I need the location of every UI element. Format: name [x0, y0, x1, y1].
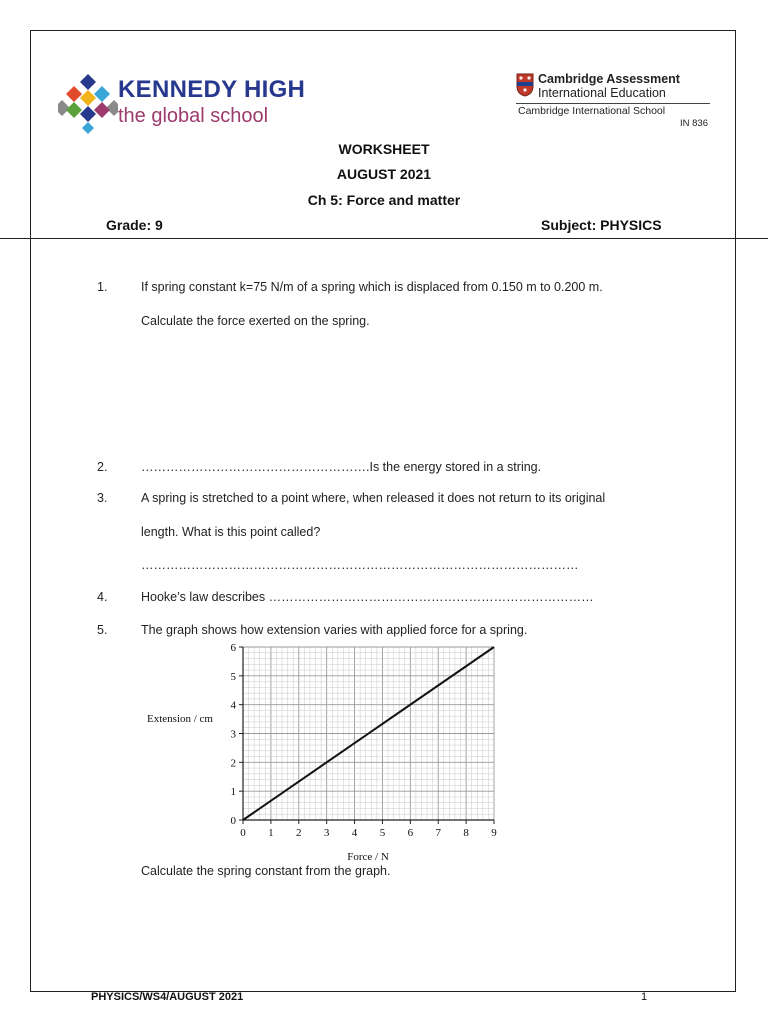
- y-tick-label: 4: [230, 699, 236, 712]
- header-divider: [0, 238, 768, 239]
- cambridge-school-label: Cambridge International School: [518, 105, 666, 117]
- question-number: 3.: [97, 491, 108, 505]
- question-number: 2.: [97, 460, 108, 474]
- chapter-title: Ch 5: Force and matter: [307, 192, 461, 208]
- y-tick-label: 2: [230, 757, 236, 770]
- x-tick-label: 7: [435, 827, 441, 839]
- x-tick-label: 9: [491, 827, 497, 839]
- y-tick-label: 0: [230, 815, 236, 827]
- x-tick-label: 6: [407, 827, 414, 839]
- page-number: 1: [641, 991, 648, 1003]
- kennedy-high-logo: [58, 72, 338, 134]
- question-number: 4.: [97, 590, 108, 604]
- worksheet-date: AUGUST 2021: [336, 166, 432, 182]
- question-number: 5.: [97, 623, 108, 637]
- graph-svg: [140, 636, 505, 866]
- answer-line[interactable]: ……………………………………………………………………………………………: [141, 558, 579, 572]
- subject-label: Subject: PHYSICS: [541, 217, 662, 233]
- y-tick-label: 1: [230, 786, 236, 799]
- question-text: A spring is stretched to a point where, when released it does not return to its original: [141, 491, 606, 505]
- x-tick-label: 5: [379, 827, 386, 839]
- kennedy-emblem-icon: [58, 72, 118, 134]
- cambridge-shield-icon: [516, 73, 534, 97]
- x-tick-label: 1: [268, 827, 274, 839]
- fill-in-blank-line[interactable]: Hooke’s law describes ……………………………………………………………………: [141, 590, 594, 604]
- x-tick-label: 0: [240, 827, 246, 839]
- question-text: Calculate the spring constant from the graph.: [141, 864, 391, 878]
- school-name: KENNEDY HIGH: [118, 76, 306, 103]
- cambridge-rule: [516, 103, 710, 104]
- question-number: 1.: [97, 280, 108, 294]
- x-axis-label: Force / N: [347, 851, 389, 863]
- x-tick-label: 3: [323, 827, 330, 839]
- question-text: The graph shows how extension varies with applied force for a spring.: [141, 623, 528, 637]
- x-tick-label: 4: [351, 827, 358, 839]
- y-tick-label: 6: [230, 642, 236, 654]
- cambridge-name-line2: International Education: [538, 86, 666, 100]
- school-tagline: the global school: [118, 105, 269, 127]
- y-tick-label: 3: [230, 728, 236, 741]
- fill-in-blank-line[interactable]: ……………………………………………….Is the energy stored in a string.: [141, 460, 542, 474]
- extension-force-graph: [140, 636, 505, 866]
- question-text: If spring constant k=75 N/m of a spring which is displaced from 0.150 m to 0.200 m.: [141, 280, 603, 294]
- x-tick-label: 8: [463, 827, 469, 839]
- question-text: Calculate the force exerted on the spring.: [141, 314, 370, 328]
- y-axis-label: Extension / cm: [147, 713, 213, 725]
- footer-reference: PHYSICS/WS4/AUGUST 2021: [91, 991, 244, 1003]
- question-text: length. What is this point called?: [141, 525, 321, 539]
- worksheet-title: WORKSHEET: [338, 141, 430, 157]
- x-tick-label: 2: [296, 827, 302, 839]
- cambridge-centre-code: IN 836: [680, 118, 708, 129]
- cambridge-name-line1: Cambridge Assessment: [538, 72, 680, 86]
- grade-label: Grade: 9: [106, 217, 163, 233]
- cambridge-logo: [514, 72, 714, 134]
- y-tick-label: 5: [230, 670, 236, 683]
